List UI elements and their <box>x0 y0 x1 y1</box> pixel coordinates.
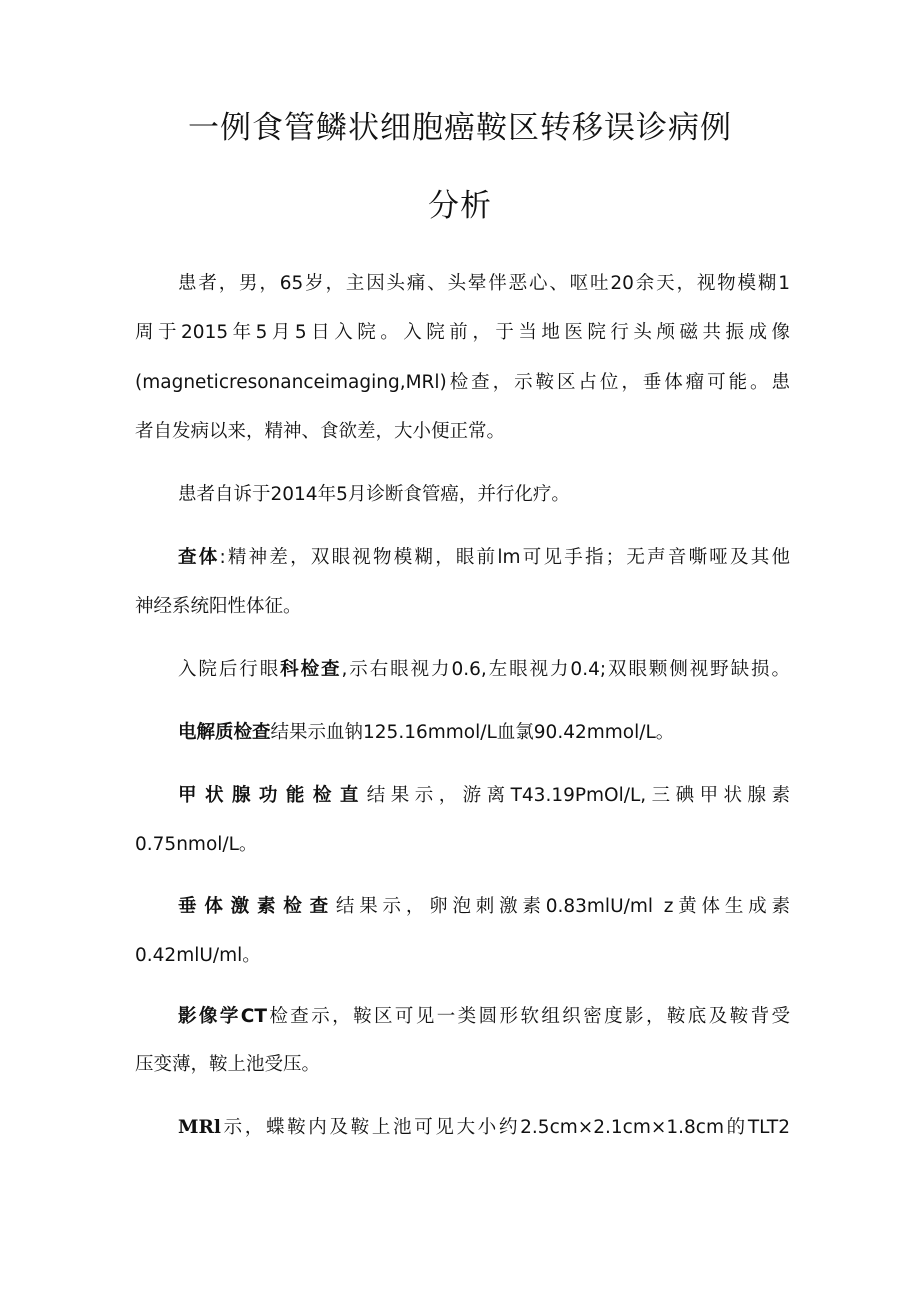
paragraph-1-line-2: 周于2015年5月5日入院。入院前，于当地医院行头颅磁共振成像 <box>135 322 790 343</box>
paragraph-8-line-2: 压变薄，鞍上池受压。 <box>135 1054 321 1075</box>
imaging-ct-heading: 影像学CT <box>178 1006 267 1027</box>
document-title-line-1: 一例食管鳞状细胞癌鞍区转移误诊病例 <box>188 110 732 146</box>
paragraph-7-line-2: 0.42mlU/ml。 <box>135 945 261 966</box>
paragraph-1-line-4: 者自发病以来，精神、食欲差，大小便正常。 <box>135 421 506 442</box>
paragraph-9-line-1-text: 示，蝶鞍内及鞍上池可见大小约2.5cm×2.1cm×1.8cm的TLT2 <box>220 1117 790 1138</box>
document-title-line-2: 分析 <box>428 188 492 224</box>
paragraph-4-text: ,示右眼视力0.6,左眼视力0.4;双眼颗侧视野缺损。 <box>341 659 790 680</box>
mri-heading: MRl <box>178 1117 221 1138</box>
paragraph-4-prefix: 入院后行眼 <box>178 659 281 680</box>
paragraph-8-line-1-text: 检查示，鞍区可见一类圆形软组织密度影，鞍底及鞍背受 <box>266 1006 790 1027</box>
paragraph-6-line-2: 0.75nmol/L。 <box>135 834 258 855</box>
paragraph-9-line-1 <box>178 1115 790 1141</box>
paragraph-7-line-1-text: 结果示，卵泡刺激素0.83mlU/ml z黄体生成素 <box>335 896 790 917</box>
paragraph-6-line-1 <box>178 783 790 809</box>
paragraph-1-line-1: 患者，男，65岁，主因头痛、头晕伴恶心、呕吐20余天，视物模糊1 <box>178 273 790 294</box>
physical-exam-heading: 查体 <box>178 547 220 568</box>
paragraph-7-line-1 <box>178 894 790 920</box>
paragraph-3-line-1-text: :精神差，双眼视物模糊，眼前lm可见手指；无声音嘶哑及其他 <box>219 547 790 568</box>
paragraph-2-line-1: 患者自诉于2014年5月诊断食管癌，并行化疗。 <box>178 484 570 505</box>
paragraph-8-line-1 <box>178 1004 790 1030</box>
eye-exam-heading: 科检查 <box>280 659 342 680</box>
electrolyte-heading: 电解质检查 <box>178 722 271 743</box>
paragraph-6-line-1-text: 结果示，游离T43.19PmOl/L,三碘甲状腺素 <box>366 785 790 806</box>
paragraph-3-line-1 <box>178 545 790 571</box>
paragraph-5-line-1 <box>178 720 790 746</box>
thyroid-heading: 甲状腺功能检直 <box>178 785 367 806</box>
paragraph-5-text: 结果示血钠125.16mmol/L血氯90.42mmol/L。 <box>270 722 675 743</box>
paragraph-1-line-3: (magneticresonanceimaging,MRl)检查，示鞍区占位，垂体瘤可能。患 <box>135 372 790 393</box>
paragraph-4-line-1 <box>178 657 790 683</box>
pituitary-heading: 垂体激素检查 <box>178 896 336 917</box>
paragraph-3-line-2: 神经系统阳性体征。 <box>135 596 302 617</box>
